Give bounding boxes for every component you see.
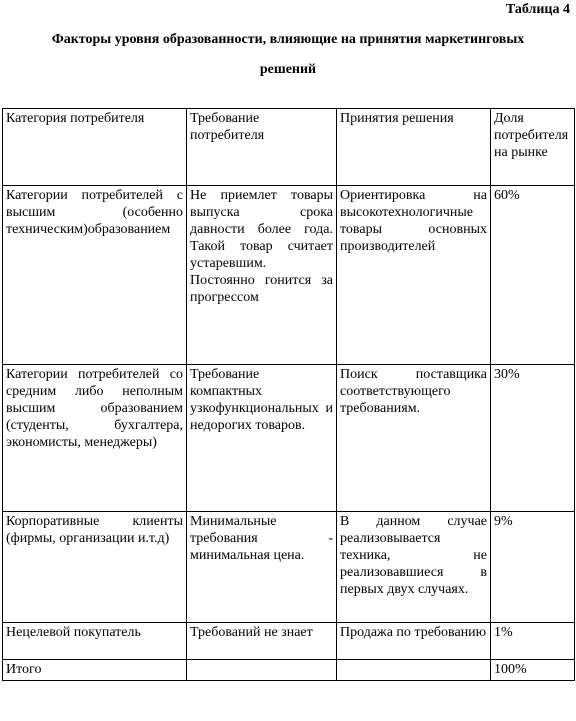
table-caption: Таблица 4 xyxy=(505,2,570,17)
cell-requirement: Требование компактных узкофункциональных и недорогих товаров. xyxy=(187,365,337,512)
table-total-row xyxy=(3,660,575,681)
cell-decision: Ориентировка на высокотехнологичные товары основных производителей xyxy=(337,186,491,365)
cell-category: Корпоративные клиенты (фирмы, организации и.т.д) xyxy=(3,512,187,623)
table-row xyxy=(3,512,575,623)
cell-total-share: 100% xyxy=(491,660,575,681)
education-factors-table xyxy=(2,108,575,681)
cell-decision: Поиск поставщика соответствующего требованиям. xyxy=(337,365,491,512)
cell-total-label: Итого xyxy=(3,660,187,681)
cell-share: 30% xyxy=(491,365,575,512)
header-consumer-requirement: Требование потребителя xyxy=(187,109,337,186)
table-row xyxy=(3,186,575,365)
table-title-line-2: решений xyxy=(259,62,317,77)
table-row xyxy=(3,623,575,660)
cell-category: Нецелевой покупатель xyxy=(3,623,187,660)
header-decision: Принятия решения xyxy=(337,109,491,186)
table-title-line-1: Факторы уровня образованности, влияющие на принятия маркетинговых xyxy=(51,32,525,47)
cell-decision: В данном случае реализовывается техника, не реализовавшиеся в первых двух случаях. xyxy=(337,512,491,623)
cell-decision: Продажа по требованию xyxy=(337,623,491,660)
cell-share: 1% xyxy=(491,623,575,660)
cell-requirement: Требований не знает xyxy=(187,623,337,660)
table-header-row xyxy=(3,109,575,186)
header-consumer-category: Категория потребителя xyxy=(3,109,187,186)
cell-empty xyxy=(337,660,491,681)
cell-empty xyxy=(187,660,337,681)
cell-requirement: Не приемлет товары выпуска срока давности более года. Такой товар считает устаревшим. Постоянно гонится за прогрессом xyxy=(187,186,337,365)
cell-requirement: Минимальные требования - минимальная цена. xyxy=(187,512,337,623)
cell-category: Категории потребителей с высшим (особенно техническим)образованием xyxy=(3,186,187,365)
header-market-share: Доля потребителя на рынке xyxy=(491,109,575,186)
cell-share: 9% xyxy=(491,512,575,623)
cell-share: 60% xyxy=(491,186,575,365)
cell-category: Категории потребителей со средним либо неполным высшим образованием (студенты, бухгалтера, экономисты, менеджеры) xyxy=(3,365,187,512)
table-row xyxy=(3,365,575,512)
